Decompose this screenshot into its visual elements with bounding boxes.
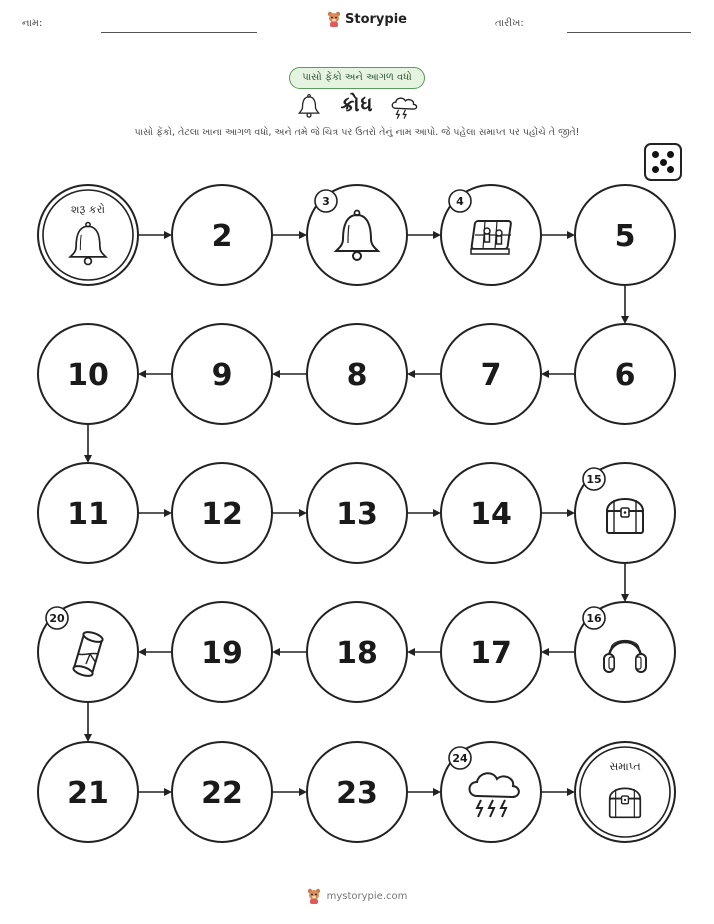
start-label: શરૂ કરો: [70, 203, 106, 216]
board-space-6[interactable]: [575, 324, 675, 424]
board-space-13[interactable]: [307, 463, 407, 563]
path-arrow: [541, 370, 575, 378]
space-number: 22: [201, 776, 243, 811]
path-arrow: [541, 648, 575, 656]
space-number: 10: [67, 358, 109, 393]
space-number-badge: 3: [322, 195, 330, 208]
space-number: 21: [67, 776, 109, 811]
space-number: 8: [346, 358, 368, 393]
space-number-badge: 24: [452, 752, 468, 765]
brand-name: Storypie: [345, 11, 407, 27]
space-number: 17: [470, 636, 512, 671]
name-label: નામ:: [22, 18, 43, 29]
board-space-15[interactable]: [575, 463, 675, 563]
game-type-pill: પાસો ફેંકો અને આગળ વધો: [289, 67, 425, 89]
path-arrow: [407, 509, 441, 517]
path-arrow: [407, 231, 441, 239]
date-label: તારીખ:: [495, 18, 524, 29]
path-arrow: [84, 424, 92, 463]
path-arrow: [272, 788, 307, 796]
treasure-chest-icon: [607, 499, 643, 533]
path-arrow: [407, 648, 441, 656]
space-number-badge: 15: [586, 473, 602, 486]
path-arrow: [541, 509, 575, 517]
path-arrow: [407, 370, 441, 378]
board-space-22[interactable]: [172, 742, 272, 842]
path-arrow: [407, 788, 441, 796]
board-space-12[interactable]: [172, 463, 272, 563]
board-space-24[interactable]: [441, 742, 541, 842]
board-space-9[interactable]: [172, 324, 272, 424]
path-arrow: [138, 788, 172, 796]
space-number: 11: [67, 497, 109, 532]
board-game-icon: [471, 221, 511, 254]
finish-label: સમાપ્ત: [609, 760, 641, 773]
path-arrow: [138, 231, 172, 239]
board-space-3[interactable]: [307, 185, 407, 285]
space-number: 23: [336, 776, 378, 811]
space-number-badge: 20: [49, 612, 65, 625]
board-space-7[interactable]: [441, 324, 541, 424]
treasure-chest-icon: [610, 788, 641, 817]
bear-icon: [307, 888, 321, 904]
space-number: 18: [336, 636, 378, 671]
board-space-5[interactable]: [575, 185, 675, 285]
board-space-8[interactable]: [307, 324, 407, 424]
space-number-badge: 16: [586, 612, 602, 625]
board-space-19[interactable]: [172, 602, 272, 702]
path-arrow: [272, 231, 307, 239]
space-number: 6: [614, 358, 636, 393]
footer-url: mystorypie.com: [326, 890, 408, 902]
path-arrow: [272, 648, 307, 656]
board-space-17[interactable]: [441, 602, 541, 702]
path-arrow: [541, 788, 575, 796]
path-arrow: [138, 648, 172, 656]
path-arrow: [621, 285, 629, 324]
path-arrow: [541, 231, 575, 239]
finish-space[interactable]: [575, 742, 675, 842]
board-space-16[interactable]: [575, 602, 675, 702]
board-space-2[interactable]: [172, 185, 272, 285]
board-space-14[interactable]: [441, 463, 541, 563]
space-number: 13: [336, 497, 378, 532]
space-number: 19: [201, 636, 243, 671]
space-number: 14: [470, 497, 512, 532]
start-space[interactable]: [38, 185, 138, 285]
board-space-10[interactable]: [38, 324, 138, 424]
path-arrow: [272, 370, 307, 378]
space-number: 2: [211, 219, 233, 254]
board-space-21[interactable]: [38, 742, 138, 842]
path-arrow: [84, 702, 92, 742]
path-arrow: [138, 509, 172, 517]
instructions: પાસો ફેંકો, તેટલા ખાના આગળ વધો, અને તમે જે ચિત્ર પર ઉતરો તેનું નામ આપો. જે પહેલા સમાપ્ત પર પહોંચે તે જીતે!: [134, 127, 580, 138]
space-number: 7: [480, 358, 502, 393]
board-space-23[interactable]: [307, 742, 407, 842]
page-title: ક્રોધ: [340, 92, 374, 116]
board-space-20[interactable]: [38, 602, 138, 702]
board-space-18[interactable]: [307, 602, 407, 702]
path-arrow: [138, 370, 172, 378]
path-arrow: [272, 509, 307, 517]
board-space-4[interactable]: [441, 185, 541, 285]
space-number-badge: 4: [456, 195, 464, 208]
space-number: 5: [614, 219, 636, 254]
path-arrow: [621, 563, 629, 602]
space-number: 9: [211, 358, 233, 393]
space-number: 12: [201, 497, 243, 532]
footer: [0, 888, 714, 904]
board-space-11[interactable]: [38, 463, 138, 563]
